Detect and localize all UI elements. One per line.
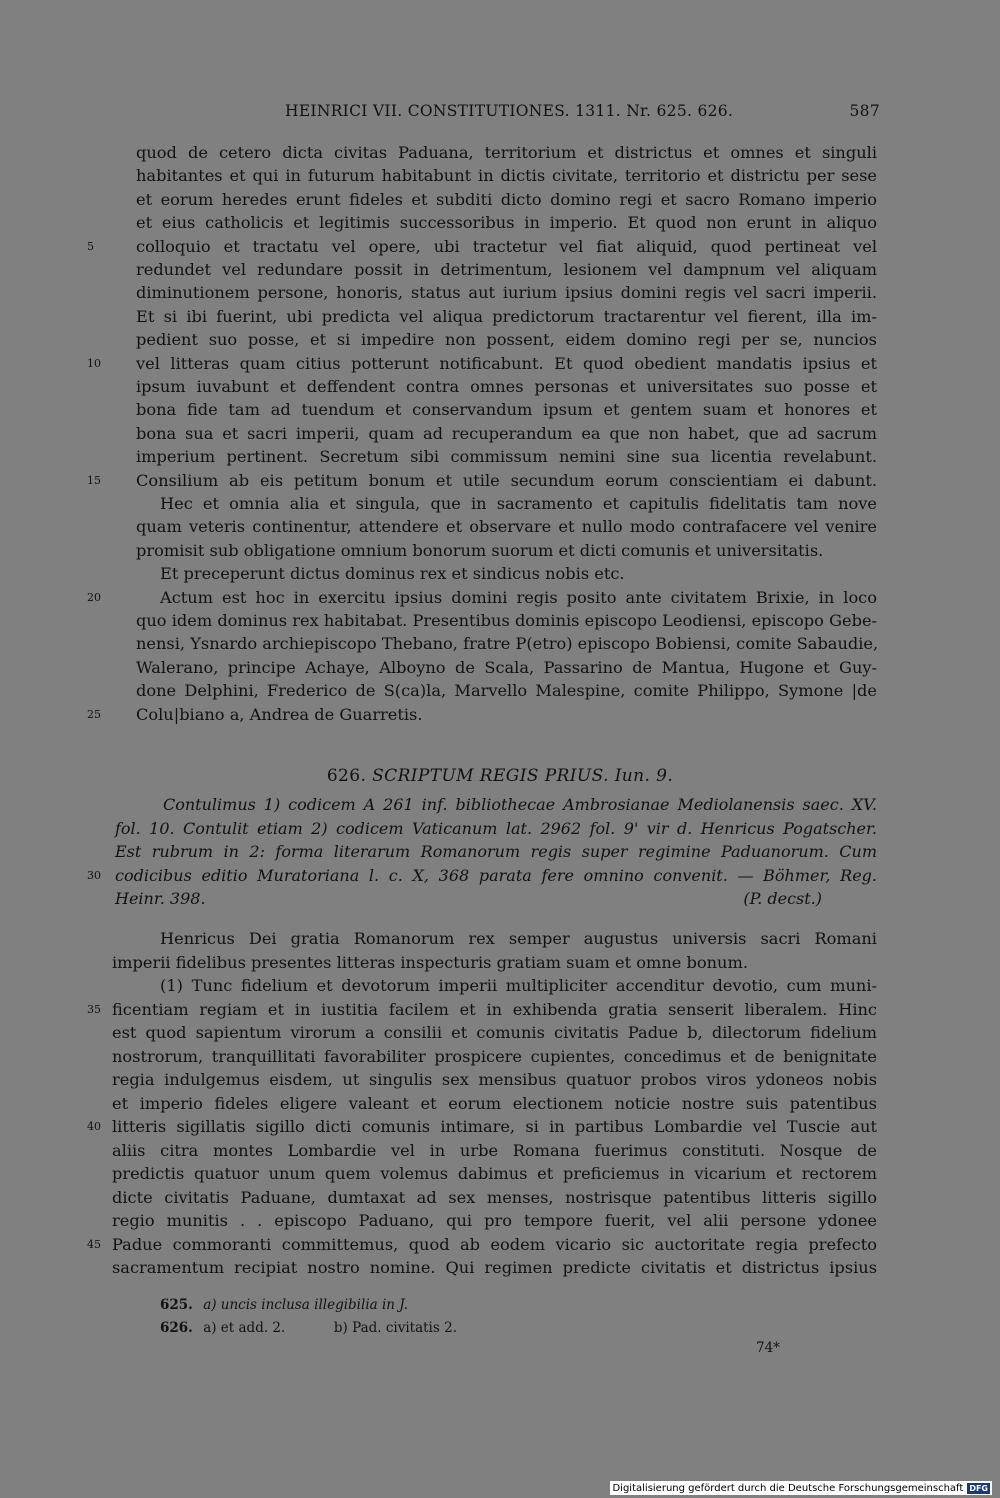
editorial-note-last-line — [115, 888, 877, 910]
footnote-label: 625. — [160, 1297, 193, 1313]
text-line: Walerano, principe Achaye, Alboyno de Scala, Passarino de Mantua, Hugone et Guy- — [136, 657, 877, 677]
text-line: bona fide tam ad tuendum et conservandum ipsum et gentem suam et honores et — [136, 400, 877, 420]
text-line: Et si ibi fuerint, ubi predicta vel aliqua predictorum tractarentur vel fierent, illa im- — [136, 306, 877, 326]
footnote-626 — [160, 1319, 457, 1337]
note-reference: Heinr. 398. — [115, 889, 206, 908]
running-header — [285, 102, 880, 126]
text-line: quam veteris continentur, attendere et observare et nullo modo contrafacere vel venire — [136, 517, 877, 537]
text-line: Et preceperunt dictus dominus rex et sindicus nobis etc. — [160, 564, 625, 584]
footnote-625 — [160, 1296, 408, 1314]
line-number: 10 — [87, 356, 101, 370]
document-number: 626. — [326, 766, 367, 786]
note-line: Contulimus 1) codicem A 261 inf. bibliothecae Ambrosianae Mediolanensis saec. XV. — [163, 795, 877, 814]
note-line: codicibus editio Muratoriana l. c. X, 368 parata fere omnino convenit. — Böhmer, Reg. — [115, 865, 877, 885]
text-line: litteris sigillatis sigillo dicti comunis intimare, si in partibus Lombardie vel Tuscie aut — [112, 1117, 877, 1136]
text-line: imperii fidelibus presentes litteras inspecturis gratiam suam et omne bonum. — [112, 952, 748, 972]
footnote-b: b) Pad. civitatis 2. — [333, 1320, 457, 1336]
text-line: ficentiam regiam et in iustitia facilem et in exhibenda gratia senserit liberalem. Hinc — [112, 999, 877, 1019]
text-line: regia indulgemus eisdem, ut singulis sex mensibus quatuor probos viros ydoneos nobis — [112, 1070, 877, 1089]
line-number: 5 — [87, 239, 94, 253]
line-number: 35 — [87, 1002, 101, 1016]
document-626-heading — [0, 766, 1000, 786]
text-line: ipsum iuvabunt et deffendent contra omnes personas et universitates suo posse et — [136, 377, 877, 396]
text-line: quod de cetero dicta civitas Paduana, territorium et districtus et omnes et singuli — [136, 143, 877, 162]
text-line: nostrorum, tranquillitati favorabiliter prospicere cupientes, concedimus et de benignitate — [112, 1046, 877, 1066]
header-title: HEINRICI VII. CONSTITUTIONES. 1311. Nr. 625. 626. — [285, 102, 734, 120]
line-number: 30 — [87, 868, 101, 882]
line-number: 15 — [87, 473, 101, 487]
signature-mark: 74* — [756, 1340, 780, 1356]
text-line: Padue commoranti committemus, quod ab eodem vicario sic auctoritate regia prefecto — [112, 1234, 877, 1254]
text-line: habitantes et qui in futurum habitabunt in dictis civitate, territorio et districtu per sese — [136, 166, 877, 186]
text-line: done Delphini, Frederico de S(ca)la, Marvello Malespine, comite Philippo, Symone |de — [136, 681, 877, 701]
text-line: et eorum heredes erunt fideles et subditi dicto domino regi et sacro Romano imperio — [136, 189, 877, 209]
text-line: sacramentum recipiat nostro nomine. Qui regimen predicte civitatis et districtus ipsius — [112, 1258, 877, 1277]
footnote-text: a) uncis inclusa illegibilia in J. — [203, 1297, 408, 1313]
text-line: est quod sapientum virorum a consilii et comunis civitatis Padue b, dilectorum fidelium — [112, 1023, 877, 1042]
footnote-label: 626. — [160, 1320, 193, 1336]
text-line: nensi, Ysnardo archiepiscopo Thebano, fratre P(etro) episcopo Bobiensi, comite Sabaudie, — [136, 634, 879, 654]
line-number: 25 — [87, 707, 101, 721]
text-line: dicte civitatis Paduane, dumtaxat ad sex menses, nostrisque patentibus litteris sigillo — [112, 1187, 877, 1207]
text-line: et imperio fideles eligere valeant et eorum electionem noticie nostre suis patentibus — [112, 1093, 877, 1113]
line-number: 45 — [87, 1237, 101, 1251]
footnote-a: a) et add. 2. — [203, 1320, 286, 1336]
note-reference-right: (P. decst.) — [743, 889, 822, 908]
text-line: diminutionem persone, honoris, status aut iurium ipsius domini regis vel sacri imperii. — [136, 283, 877, 303]
text-line: vel litteras quam citius potterunt notificabunt. Et quod obedient mandatis ipsius et — [136, 353, 877, 373]
text-line: redundet vel redundare possit in detrimentum, lesionem vel dampnum vel aliquam — [136, 260, 877, 279]
text-line: colloquio et tractatu vel opere, ubi tractetur vel fiat aliquid, quod pertineat vel — [136, 236, 877, 256]
text-line: aliis citra montes Lombardie vel in urbe Romana fuerimus constituti. Nosque de — [112, 1140, 877, 1160]
footer-text: Digitalisierung gefördert durch die Deutsche Forschungsgemeinschaft — [612, 1482, 964, 1494]
text-line: Colu|biano a, Andrea de Guarretis. — [136, 704, 423, 724]
text-line: (1) Tunc fidelium et devotorum imperii multipliciter accenditur devotio, cum muni- — [160, 976, 877, 995]
text-line: et eius catholicis et legitimis successoribus in imperio. Et quod non erunt in aliquo — [136, 213, 877, 233]
dfg-logo: DFG — [969, 1483, 988, 1493]
text-line: predictis quatuor unum quem volemus dabimus et preficiemus in vicarium et rectorem — [112, 1164, 877, 1183]
text-line: pedient suo posse, et si impedire non possent, eidem domino regi per se, nuncios — [136, 330, 877, 350]
note-line: fol. 10. Contulit etiam 2) codicem Vaticanum lat. 2962 fol. 9' vir d. Henricus Pogatscher. — [115, 818, 877, 838]
text-line: Consilium ab eis petitum bonum et utile secundum eorum conscientiam ei dabunt. — [136, 470, 877, 490]
document-date: Iun. 9. — [614, 766, 674, 786]
text-line: quo idem dominus rex habitabat. Presentibus dominis episcopo Leodiensi, episcopo Gebe- — [136, 611, 877, 630]
text-line: imperium pertinent. Secretum sibi commissum nemini sine sua licentia revelabunt. — [136, 447, 877, 467]
line-number: 20 — [87, 590, 101, 604]
text-line: bona sua et sacri imperii, quam ad recuperandum ea que non habet, que ad sacrum — [136, 423, 877, 443]
text-line: Henricus Dei gratia Romanorum rex semper augustus universis sacri Romani — [160, 929, 877, 948]
text-line: regio munitis . . episcopo Paduano, qui pro tempore fuerit, vel alii persone ydonee — [112, 1211, 877, 1230]
text-line: Actum est hoc in exercitu ipsius domini regis posito ante civitatem Brixie, in loco — [160, 587, 877, 607]
text-line: promisit sub obligatione omnium bonorum suorum et dicti comunis et universitatis. — [136, 540, 824, 560]
note-line: Est rubrum in 2: forma literarum Romanorum regis super regimine Paduanorum. Cum — [115, 842, 877, 861]
digitization-footer — [610, 1481, 992, 1495]
page-number: 587 — [849, 102, 880, 120]
text-line: Hec et omnia alia et singula, que in sacramento et capitulis fidelitatis tam nove — [160, 494, 877, 513]
line-number: 40 — [87, 1120, 101, 1133]
document-title: SCRIPTUM REGIS PRIUS. — [372, 766, 609, 786]
